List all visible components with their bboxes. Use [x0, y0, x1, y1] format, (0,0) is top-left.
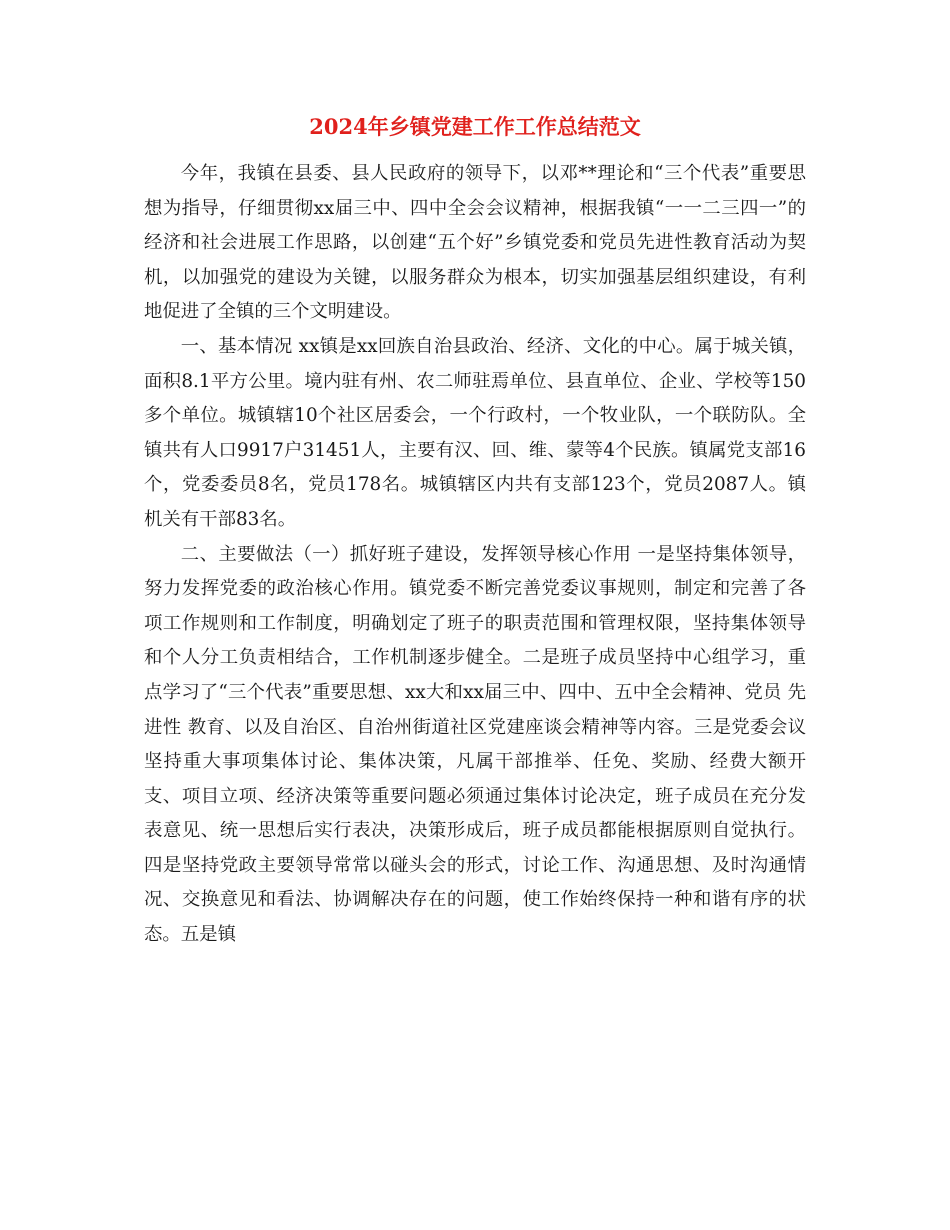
- document-body: [144, 157, 806, 953]
- paragraph-basic-situation: 一、基本情况 xx镇是xx回族自治县政治、经济、文化的中心。属于城关镇，面积8.1平方公里。境内驻有州、农二师驻焉单位、县直单位、企业、学校等150多个单位。城镇辖10个社区居委会，一个行政村，一个牧业队，一个联防队。全镇共有人口9917户31451人，主要有汉、回、维、蒙等4个民族。镇属党支部16个，党委委员8名，党员178名。城镇辖区内共有支部123个，党员2087人。镇机关有干部83名。: [144, 335, 806, 530]
- document-title: 2024年乡镇党建工作工作总结范文: [309, 114, 641, 139]
- paragraph-intro: 今年，我镇在县委、县人民政府的领导下，以邓**理论和“三个代表”重要思想为指导，仔细贯彻xx届三中、四中全会会议精神，根据我镇“一一二三四一”的经济和社会进展工作思路，以创建“五个好”乡镇党委和党员先进性教育活动为契机，以加强党的建设为关键，以服务群众为根本，切实加强基层组织建设，有利地促进了全镇的三个文明建设。: [144, 163, 806, 323]
- paragraph-main-practices: 二、主要做法（一）抓好班子建设，发挥领导核心作用 一是坚持集体领导，努力发挥党委的政治核心作用。镇党委不断完善党委议事规则，制定和完善了各项工作规则和工作制度，明确划定了班子的职责范围和管理权限，坚持集体领导和个人分工负责相结合，工作机制逐步健全。二是班子成员坚持中心组学习，重点学习了“三个代表”重要思想、xx大和xx届三中、四中、五中全会精神、党员 先进性 教育、以及自治区、自治州街道社区党建座谈会精神等内容。三是党委会议坚持重大事项集体讨论、集体决策，凡属干部推举、任免、奖励、经费大额开支、项目立项、经济决策等重要问题必须通过集体讨论决定，班子成员在充分发表意见、统一思想后实行表决，决策形成后，班子成员都能根据原则自觉执行。四是坚持党政主要领导常常以碰头会的形式，讨论工作、沟通思想、及时沟通情况、交换意见和看法、协调解决存在的问题，使工作始终保持一种和谐有序的状态。五是镇: [144, 543, 806, 946]
